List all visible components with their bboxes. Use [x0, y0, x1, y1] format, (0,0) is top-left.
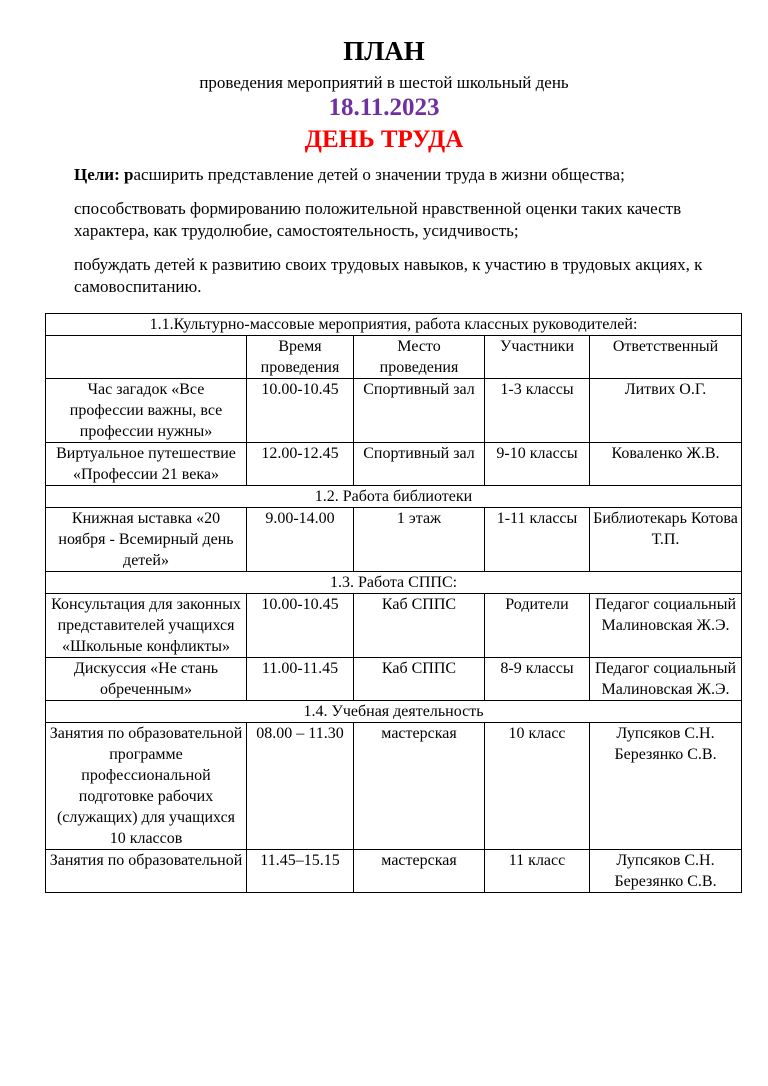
responsible-cell: Лупсяков С.Н. Березянко С.В. — [590, 850, 742, 893]
event-cell: Книжная ыставка «20 ноября - Всемирный день детей» — [46, 508, 247, 572]
section-title: 1.2. Работа библиотеки — [46, 486, 742, 508]
table-row — [46, 594, 742, 658]
time-cell: 12.00-12.45 — [247, 443, 354, 486]
event-cell: Виртуальное путешествие «Профессии 21 века» — [46, 443, 247, 486]
section-row — [46, 572, 742, 594]
column-header: Ответственный — [590, 336, 742, 379]
goal-line-1 — [74, 164, 734, 186]
section-row — [46, 486, 742, 508]
responsible-cell: Педагог социальный Малиновская Ж.Э. — [590, 594, 742, 658]
participants-cell: 10 класс — [485, 723, 590, 850]
participants-cell: 9-10 классы — [485, 443, 590, 486]
header-row — [46, 336, 742, 379]
place-cell: 1 этаж — [354, 508, 485, 572]
section-title: 1.1.Культурно-массовые мероприятия, работа классных руководителей: — [46, 314, 742, 336]
event-date: 18.11.2023 — [328, 94, 440, 121]
table-row — [46, 850, 742, 893]
time-cell: 9.00-14.00 — [247, 508, 354, 572]
time-cell: 10.00-10.45 — [247, 379, 354, 443]
place-cell: Спортивный зал — [354, 443, 485, 486]
event-cell: Час загадок «Все профессии важны, все профессии нужны» — [46, 379, 247, 443]
table-row — [46, 658, 742, 701]
section-title: 1.3. Работа СППС: — [46, 572, 742, 594]
place-cell: мастерская — [354, 850, 485, 893]
goal-line-2: способствовать формированию положительной нравственной оценки таких качеств характера, как трудолюбие, самостоятельность, усидчивость; — [74, 199, 682, 240]
table-row — [46, 723, 742, 850]
goals-first-letter: р — [124, 165, 134, 184]
place-cell: Каб СППС — [354, 658, 485, 701]
page-subtitle: проведения мероприятий в шестой школьный день — [199, 73, 569, 92]
table-row — [46, 443, 742, 486]
event-cell: Дискуссия «Не стань обреченным» — [46, 658, 247, 701]
time-cell: 11.45–15.15 — [247, 850, 354, 893]
goals-label: Цели: — [74, 165, 125, 184]
place-cell: Спортивный зал — [354, 379, 485, 443]
participants-cell: 11 класс — [485, 850, 590, 893]
participants-cell: 1-11 классы — [485, 508, 590, 572]
section-title: 1.4. Учебная деятельность — [46, 701, 742, 723]
column-header: Участники — [485, 336, 590, 379]
section-row — [46, 314, 742, 336]
responsible-cell: Библиотекарь Котова Т.П. — [590, 508, 742, 572]
table-row — [46, 508, 742, 572]
place-cell: мастерская — [354, 723, 485, 850]
column-header — [46, 336, 247, 379]
goal-line-3: побуждать детей к развитию своих трудовых навыков, к участию в трудовых акциях, к самовоспитанию. — [74, 255, 703, 296]
event-cell: Занятия по образовательной программе профессиональной подготовке рабочих (служащих) для учащихся 10 классов — [46, 723, 247, 850]
place-cell: Каб СППС — [354, 594, 485, 658]
participants-cell: 1-3 классы — [485, 379, 590, 443]
time-cell: 11.00-11.45 — [247, 658, 354, 701]
event-cell: Занятия по образовательной — [46, 850, 247, 893]
table-row — [46, 379, 742, 443]
goals-block — [74, 164, 734, 310]
responsible-cell: Литвих О.Г. — [590, 379, 742, 443]
column-header: Место проведения — [354, 336, 485, 379]
participants-cell: Родители — [485, 594, 590, 658]
responsible-cell: Педагог социальный Малиновская Ж.Э. — [590, 658, 742, 701]
column-header: Время проведения — [247, 336, 354, 379]
events-table — [45, 313, 742, 893]
responsible-cell: Коваленко Ж.В. — [590, 443, 742, 486]
goal-text-1: асширить представление детей о значении труда в жизни общества; — [133, 165, 625, 184]
event-cell: Консультация для законных представителей учащихся «Школьные конфликты» — [46, 594, 247, 658]
time-cell: 10.00-10.45 — [247, 594, 354, 658]
section-row — [46, 701, 742, 723]
responsible-cell: Лупсяков С.Н. Березянко С.В. — [590, 723, 742, 850]
time-cell: 08.00 – 11.30 — [247, 723, 354, 850]
participants-cell: 8-9 классы — [485, 658, 590, 701]
page-title: ПЛАН — [343, 36, 425, 66]
day-name: ДЕНЬ ТРУДА — [304, 126, 464, 153]
